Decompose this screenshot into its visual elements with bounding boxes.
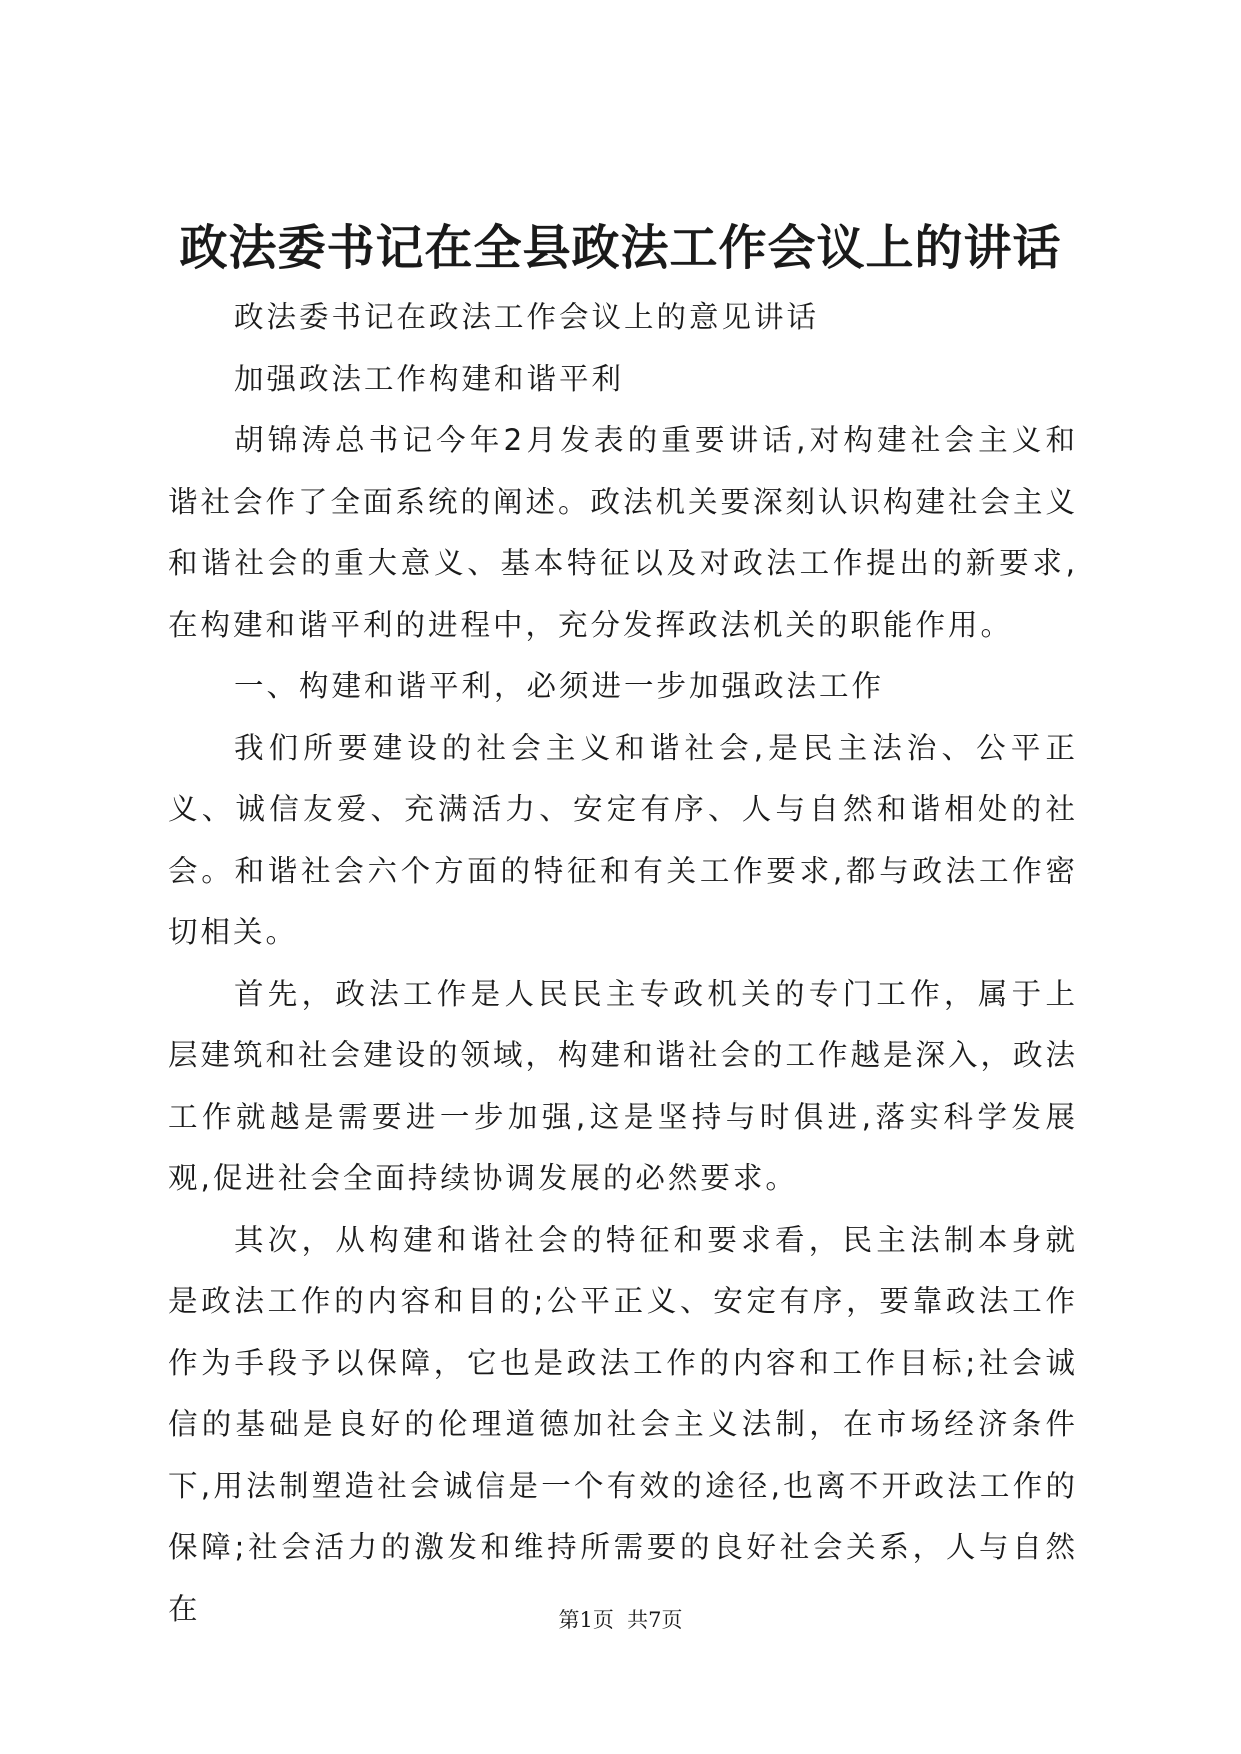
subtitle-paragraph: 政法委书记在政法工作会议上的意见讲话 [234, 300, 820, 334]
document-body [168, 287, 1078, 1640]
body-paragraph: 其次，从构建和谐社会的特征和要求看，民主法制本身就是政法工作的内容和目的;公平正义、安定有序，要靠政法工作作为手段予以保障，它也是政法工作的内容和工作目标;社会诚信的基础是良好的伦理道德加社会主义法制，在市场经济条件下,用法制塑造社会诚信是一个有效的途径,也离不开政法工作的保障;社会活力的激发和维持所需要的良好社会关系，人与自然在 [168, 1222, 1078, 1626]
body-paragraph: 首先，政法工作是人民民主专政机关的专门工作，属于上层建筑和社会建设的领域，构建和谐社会的工作越是深入，政法工作就越是需要进一步加强,这是坚持与时俱进,落实科学发展观,促进社会全面持续协调发展的必然要求。 [168, 976, 1079, 1195]
section-heading: 一、构建和谐平利，必须进一步加强政法工作 [234, 669, 885, 703]
document-title: 政法委书记在全县政法工作会议上的讲话 [179, 220, 1062, 276]
page-footer [0, 1605, 1241, 1635]
subheading-paragraph: 加强政法工作构建和谐平利 [234, 361, 625, 396]
body-paragraph: 胡锦涛总书记今年2月发表的重要讲话,对构建社会主义和谐社会作了全面系统的阐述。政法机关要深刻认识构建社会主义和谐社会的重大意义、基本特征以及对政法工作提出的新要求,在构建和谐平利的进程中，充分发挥政法机关的职能作用。 [168, 423, 1079, 642]
body-paragraph: 我们所要建设的社会主义和谐社会,是民主法治、公平正义、诚信友爱、充满活力、安定有序、人与自然和谐相处的社会。和谐社会六个方面的特征和有关工作要求,都与政法工作密切相关。 [168, 730, 1078, 949]
page-number: 第1页 共7页 [558, 1608, 683, 1632]
